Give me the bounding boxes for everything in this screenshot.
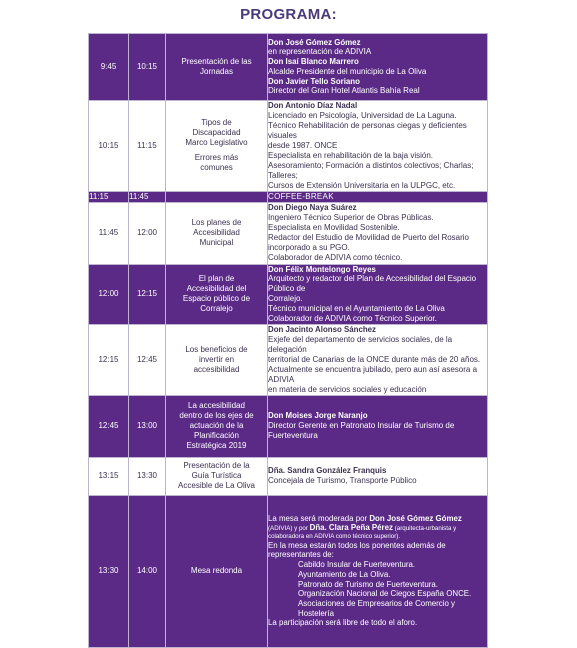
speaker-line: Arquitecto y redactor del Plan de Accesibilidad del Espacio Público de xyxy=(268,274,477,293)
topic-line: Guía Turística xyxy=(191,471,242,480)
speaker-name: Don Jacinto Alonso Sánchez xyxy=(268,325,376,334)
start-time: 13:30 xyxy=(89,495,129,647)
topic-line: Accesibilidad xyxy=(193,228,240,237)
table-row xyxy=(89,395,488,457)
end-time: 10:15 xyxy=(129,34,166,101)
speaker-line: Asesoramiento; Formación a distintos colectivos; Charlas; Talleres; xyxy=(268,160,474,180)
list-item: Cabildo Insular de Fuerteventura. xyxy=(298,560,416,570)
end-time: 13:30 xyxy=(129,457,166,495)
topic-line: Marco Legislativo xyxy=(185,138,248,148)
topic-line: Planificación xyxy=(194,431,239,440)
end-time: 12:00 xyxy=(129,202,166,264)
speaker-role: Director del Gran Hotel Atlantis Bahía Real xyxy=(268,86,420,96)
speaker-line: Cursos de Extensión Universitaria en la ULPGC, etc. xyxy=(268,180,456,190)
coffee-break-label: COFFEE-BREAK xyxy=(268,191,488,202)
table-row xyxy=(89,34,488,101)
speakers xyxy=(268,34,488,101)
list-item: Hostelería xyxy=(298,608,334,618)
speaker-role: en representación de ADIVIA xyxy=(268,47,372,57)
speaker-name: Don Antonio Díaz Nadal xyxy=(268,101,358,110)
start-time: 11:45 xyxy=(89,202,129,264)
speaker-name: Don Isaí Blanco Marrero xyxy=(268,57,359,67)
round-table-details xyxy=(268,495,488,647)
program-table xyxy=(88,33,488,648)
topic-line: invertir en xyxy=(198,354,235,364)
table-row xyxy=(89,191,488,202)
panel-intro: En la mesa estarán todos los ponentes además de xyxy=(268,540,446,550)
topic xyxy=(166,202,268,264)
speaker-name: Don Diego Naya Suárez xyxy=(268,203,357,213)
speaker-line: Técnico municipal en el Ayuntamiento de La Oliva xyxy=(268,304,445,313)
speaker-name: Don Félix Montelongo Reyes xyxy=(268,264,376,274)
moderator-org: (ADIVIA) xyxy=(268,524,293,532)
topic-line: actuación de la xyxy=(189,421,244,430)
speaker-name: Dña. Sandra González Franquis xyxy=(268,466,387,476)
table-row xyxy=(89,101,488,192)
list-item: Asociaciones de Empresarios de Comercio y xyxy=(298,599,456,608)
co-moderator-note-2: colaboradora en ADIVIA como técnico superior). xyxy=(268,532,401,540)
co-moderator-line xyxy=(268,524,487,533)
speaker-line: Colaborador de ADIVIA como Técnico Superior. xyxy=(268,314,437,323)
speaker-line: territorial de Canarias de la ONCE durante más de 20 años. xyxy=(268,354,481,364)
topic-line: Los planes de xyxy=(191,218,242,227)
speaker-line: Director Gerente en Patronato Insular de Turismo de xyxy=(268,420,455,430)
page-title: PROGRAMA: xyxy=(240,6,337,23)
topic-line: Estratégica 2019 xyxy=(186,441,247,450)
speakers xyxy=(268,202,488,264)
list-item: Ayuntamiento de La Oliva. xyxy=(298,569,391,579)
topic-line: dentro de los ejes de xyxy=(179,411,254,420)
start-time: 12:45 xyxy=(89,395,129,457)
speaker-role: Alcalde Presidente del municipio de La Oliva xyxy=(268,66,427,76)
topic-line: Tipos de xyxy=(201,118,232,128)
speaker-name: Don José Gómez Gómez xyxy=(268,37,361,47)
closing-note: La participación será libre de todo el aforo. xyxy=(268,618,418,628)
co-moderator-name: Dña. Clara Peña Pérez xyxy=(309,522,393,532)
start-time: 12:00 xyxy=(89,264,129,325)
speakers xyxy=(268,101,488,192)
topic xyxy=(166,264,268,325)
empty-cell xyxy=(166,191,268,202)
topic xyxy=(166,325,268,396)
speaker-line: Exjefe del departamento de servicios sociales, de la delegación xyxy=(268,334,453,354)
topic-line: Discapacidad xyxy=(192,128,241,138)
topic-line: Accesibilidad del xyxy=(186,284,247,294)
start-time: 10:15 xyxy=(89,101,129,192)
topic-line: comunes xyxy=(200,163,233,173)
end-time: 12:15 xyxy=(129,264,166,325)
topic-line: accesibilidad xyxy=(193,364,240,374)
topic: Mesa redonda xyxy=(166,495,268,647)
speakers xyxy=(268,457,488,495)
speaker-line: incorporado a su PGO. xyxy=(268,242,350,252)
moderator-name: Don José Gómez Gómez xyxy=(369,513,462,523)
end-time: 11:45 xyxy=(129,191,166,202)
speaker-line: Fuerteventura xyxy=(268,430,318,440)
topic-line: La accesibilidad xyxy=(188,401,245,410)
speaker-name: Don Moises Jorge Naranjo xyxy=(268,411,368,421)
topic-line: El plan de xyxy=(198,274,235,284)
speaker-line: Especialista en Movilidad Sostenible. xyxy=(268,222,400,232)
topic-line: Accesible de La Oliva xyxy=(178,481,255,490)
speaker-line: Concejala de Turismo, Transporte Público xyxy=(268,475,417,485)
moderator-intro: La mesa será moderada por xyxy=(268,513,370,523)
speaker-line: Licenciado en Psicología, Universidad de La Laguna. xyxy=(268,110,457,120)
topic-line: Espacio público de xyxy=(182,294,251,304)
table-row xyxy=(89,202,488,264)
end-time: 11:15 xyxy=(129,101,166,192)
topic xyxy=(166,457,268,495)
table-row xyxy=(89,457,488,495)
topic xyxy=(166,101,268,192)
panel-intro-2: representantes de: xyxy=(268,550,334,560)
start-time: 12:15 xyxy=(89,325,129,396)
topic-line: Errores más xyxy=(194,153,239,163)
co-moderator-note: (arquitecta-urbanista y xyxy=(392,524,457,532)
start-time: 9:45 xyxy=(89,34,129,101)
speaker-line: Actualmente se encuentra jubilado, pero aun así asesora a ADIVIA xyxy=(268,364,478,384)
topic xyxy=(166,395,268,457)
speakers xyxy=(268,395,488,457)
table-row xyxy=(89,495,488,647)
start-time: 13:15 xyxy=(89,457,129,495)
and-by: y por xyxy=(292,524,310,532)
speaker-line: Corralejo. xyxy=(268,294,303,303)
topic: Presentación de las Jornadas xyxy=(166,34,268,101)
end-time: 13:00 xyxy=(129,395,166,457)
speaker-line: en materia de servicios sociales y educación xyxy=(268,384,427,394)
list-item: Patronato de Turismo de Fuerteventura. xyxy=(298,579,438,589)
speakers xyxy=(268,325,488,396)
topic-line: Municipal xyxy=(199,238,234,247)
topic-line: Los beneficios de xyxy=(185,344,248,354)
speaker-line: Ingeniero Técnico Superior de Obras Públicas. xyxy=(268,212,434,222)
topic-line: Presentación de la xyxy=(183,461,250,470)
end-time: 12:45 xyxy=(129,325,166,396)
start-time: 11:15 xyxy=(89,191,129,202)
list-item: Organización Nacional de Ciegos España ONCE. xyxy=(298,589,472,599)
speaker-line: desde 1987. ONCE xyxy=(268,140,338,150)
speaker-line: Redactor del Estudio de Movilidad de Puerto del Rosario xyxy=(268,232,470,242)
speakers xyxy=(268,264,488,325)
speaker-line: Técnico Rehabilitación de personas ciegas y deficientes visuales xyxy=(268,120,467,140)
topic-line: Corralejo xyxy=(200,304,233,314)
speaker-line: Colaborador de ADIVIA como técnico. xyxy=(268,252,403,262)
speaker-name: Don Javier Tello Soriano xyxy=(268,76,360,86)
table-row xyxy=(89,325,488,396)
end-time: 14:00 xyxy=(129,495,166,647)
speaker-line: Especialista en rehabilitación de la baja visión. xyxy=(268,150,433,160)
table-row xyxy=(89,264,488,325)
